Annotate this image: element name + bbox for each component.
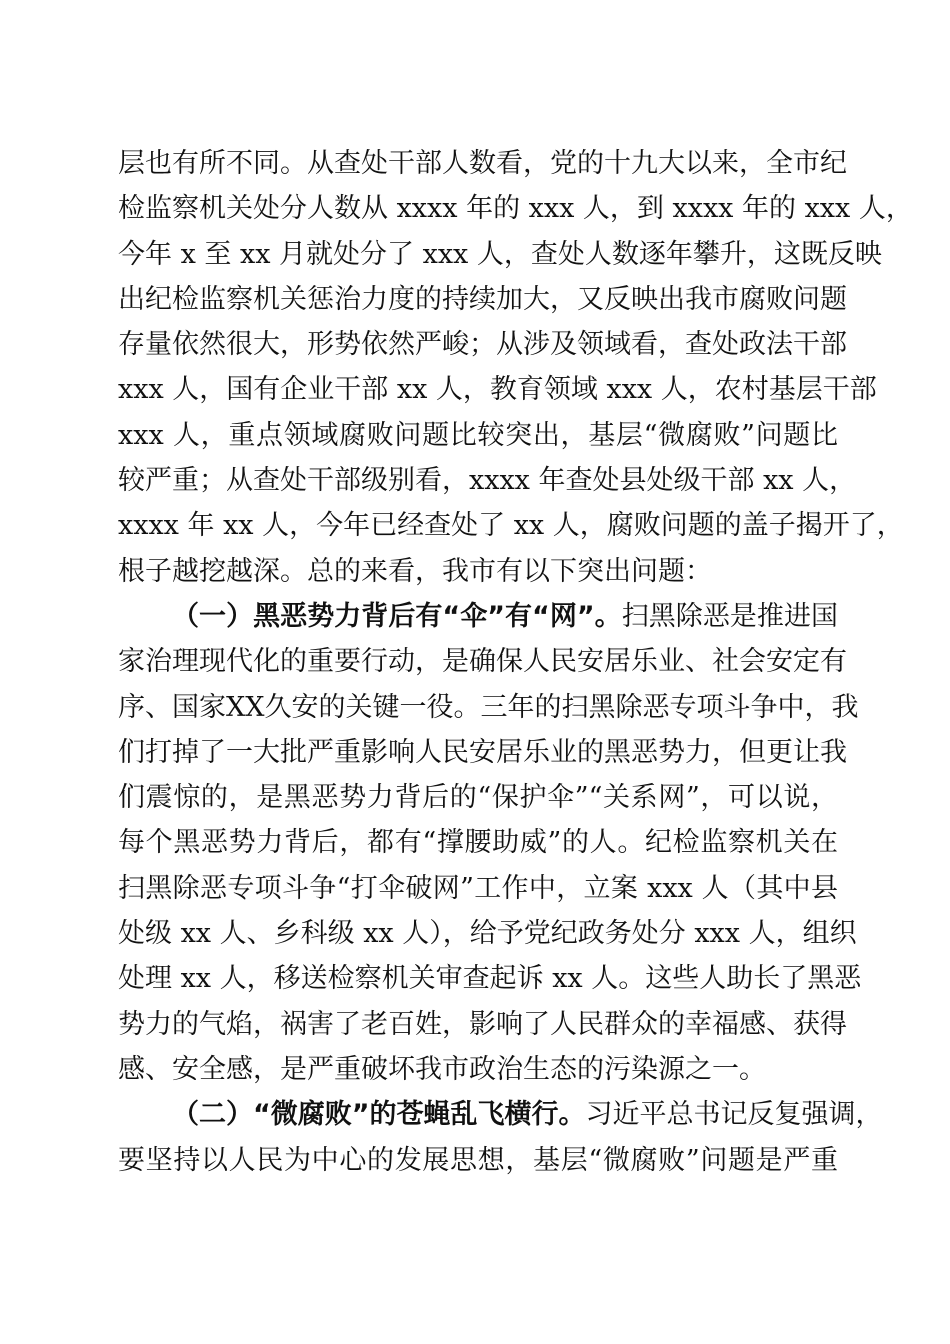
section-1-first-line-text: 扫黑除恶是推进国 — [621, 600, 839, 632]
section-1-first-line — [118, 594, 838, 639]
intro-line: 根子越挖越深。总的来看，我市有以下突出问题： — [118, 555, 712, 587]
intro-line: 存量依然很大，形势依然严峻；从涉及领域看，查处政法干部 — [118, 329, 847, 361]
section-1-line: 处级 xx 人、乡科级 xx 人），给予党纪政务处分 xxx 人，组织 — [118, 918, 857, 950]
section-1-line: 处理 xx 人，移送检察机关审查起诉 xx 人。这些人助长了黑恶 — [118, 963, 862, 995]
section-1-line: 扫黑除恶专项斗争“打伞破网”工作中，立案 xxx 人（其中县 — [118, 872, 838, 904]
intro-paragraph — [118, 141, 913, 594]
section-2-line: 要坚持以人民为中心的发展思想，基层“微腐败”问题是严重 — [118, 1144, 838, 1176]
section-2-paragraph — [118, 1092, 883, 1183]
intro-line: 较严重；从查处干部级别看，xxxx 年查处县处级干部 xx 人， — [118, 465, 857, 497]
intro-line: 今年 x 至 xx 月就处分了 xxx 人，查处人数逐年攀升，这既反映 — [118, 238, 882, 270]
section-1-heading: （一）黑恶势力背后有“伞”有“网”。 — [172, 600, 622, 632]
section-1-line: 们震惊的，是黑恶势力背后的“保护伞”“关系网”，可以说， — [118, 782, 838, 814]
section-1-line: 每个黑恶势力背后，都有“撑腰助威”的人。纪检监察机关在 — [118, 827, 838, 859]
section-1-line: 家治理现代化的重要行动，是确保人民安居乐业、社会安定有 — [118, 646, 847, 678]
section-1-line: 们打掉了一大批严重影响人民安居乐业的黑恶势力，但更让我 — [118, 736, 847, 768]
intro-line: xxx 人，国有企业干部 xx 人，教育领域 xxx 人，农村基层干部 — [118, 374, 877, 406]
section-1-paragraph — [118, 594, 862, 1092]
section-2-first-line — [118, 1092, 883, 1137]
intro-line: 层也有所不同。从查处干部人数看，党的十九大以来，全市纪 — [118, 148, 847, 179]
intro-line: 出纪检监察机关惩治力度的持续加大，又反映出我市腐败问题 — [118, 283, 847, 315]
document-body — [118, 141, 913, 1183]
section-2-heading: （二）“微腐败”的苍蝇乱飞横行。 — [172, 1099, 586, 1131]
intro-line: xxxx 年 xx 人，今年已经查处了 xx 人，腐败问题的盖子揭开了， — [118, 510, 904, 542]
section-1-line: 序、国家XX久安的关键一役。三年的扫黑除恶专项斗争中，我 — [118, 691, 859, 723]
section-2-first-line-text: 习近平总书记反复强调， — [585, 1099, 883, 1131]
intro-line: 检监察机关处分人数从 xxxx 年的 xxx 人，到 xxxx 年的 xxx 人， — [118, 193, 913, 225]
intro-line: xxx 人，重点领域腐败问题比较突出，基层“微腐败”问题比 — [118, 419, 838, 451]
section-1-line: 势力的气焰，祸害了老百姓，影响了人民群众的幸福感、获得 — [118, 1008, 847, 1040]
section-1-line: 感、安全感，是严重破坏我市政治生态的污染源之一。 — [118, 1053, 766, 1085]
